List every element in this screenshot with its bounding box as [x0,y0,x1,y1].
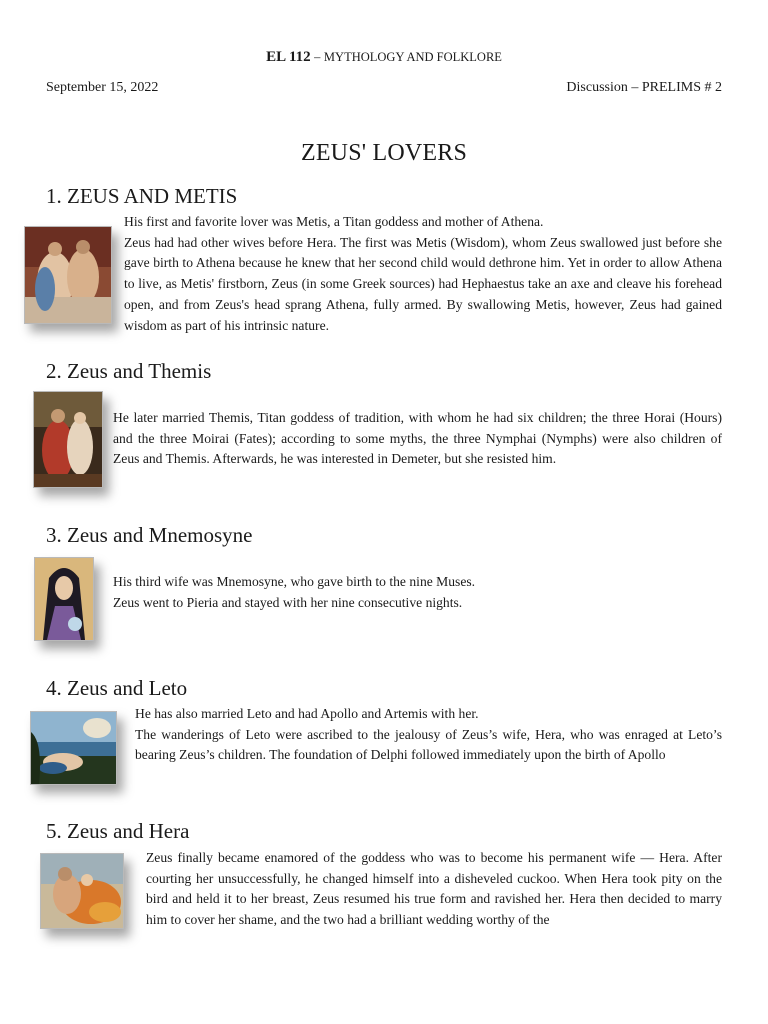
section-heading-leto: 4. Zeus and Leto [46,676,188,700]
course-separator: – [314,50,321,64]
date-label: September 15, 2022 [46,80,159,95]
paragraph: Zeus went to Pieria and stayed with her nine consecutive nights. [113,594,463,610]
painting-leto-icon [30,711,117,785]
section-text-metis [124,212,722,336]
course-name: MYTHOLOGY AND FOLKLORE [323,50,502,64]
painting-mnemosyne-icon [34,557,94,641]
paragraph: His third wife was Mnemosyne, who gave birth to the nine Muses. [113,574,476,589]
section-text-leto [135,704,722,766]
section-heading-mnemosyne: 3. Zeus and Mnemosyne [46,523,253,547]
paragraph: Zeus had had other wives before Hera. The first was Metis (Wisdom), whom Zeus swallowed just before she gave birth to Athena because he knew that her second child would dethrone him. Yet in order to allow Athena to live, as Metis' firstborn, Zeus (in some Greek sources) had Hephaestus take an axe and cleave his forehead open, and from Zeus's head sprang Athena, fully armed. By swallowing Metis, however, Zeus had gained wisdom as part of his intrinsic nature. [124,234,722,333]
paragraph: Zeus finally became enamored of the goddess who was to become his permanent wife — Hera. After courting her unsuccessfully, he changed himself into a disheveled cuckoo. When Hera took pity on the bird and held it to her breast, Zeus resumed his true form and ravished her. Hera then decided to marry him to cover her shame, and the two had a brilliant wedding worthy of the [146,850,722,928]
paragraph: His first and favorite lover was Metis, a Titan goddess and mother of Athena. [124,214,544,229]
course-header [0,49,768,66]
section-heading-hera: 5. Zeus and Hera [46,819,190,843]
painting-zeus-metis-icon [24,226,112,324]
course-code: EL 112 [266,49,311,65]
section-text-themis [113,408,722,470]
section-heading-themis: 2. Zeus and Themis [46,359,212,383]
section-text-hera [146,848,722,931]
painting-zeus-themis-icon [33,391,103,488]
paragraph: He has also married Leto and had Apollo and Artemis with her. [135,706,479,721]
paragraph: The wanderings of Leto were ascribed to the jealousy of Zeus’s wife, Hera, who was enraged at Leto’s bearing Zeus’s children. The foundation of Delphi followed immediately upon the birth of Apollo [135,726,722,763]
discussion-label: Discussion – PRELIMS # 2 [566,80,722,95]
section-text-mnemosyne [113,572,722,613]
page-title: ZEUS' LOVERS [300,140,468,166]
painting-zeus-hera-icon [40,853,124,929]
paragraph: He later married Themis, Titan goddess of tradition, with whom he had six children; the three Horai (Hours) and the three Moirai (Fates); according to some myths, the three Nymphai (Nymphs) were also children of Zeus and Themis. Afterwards, he was interested in Demeter, but she resisted him. [113,410,722,467]
section-heading-metis: 1. ZEUS AND METIS [46,184,238,208]
